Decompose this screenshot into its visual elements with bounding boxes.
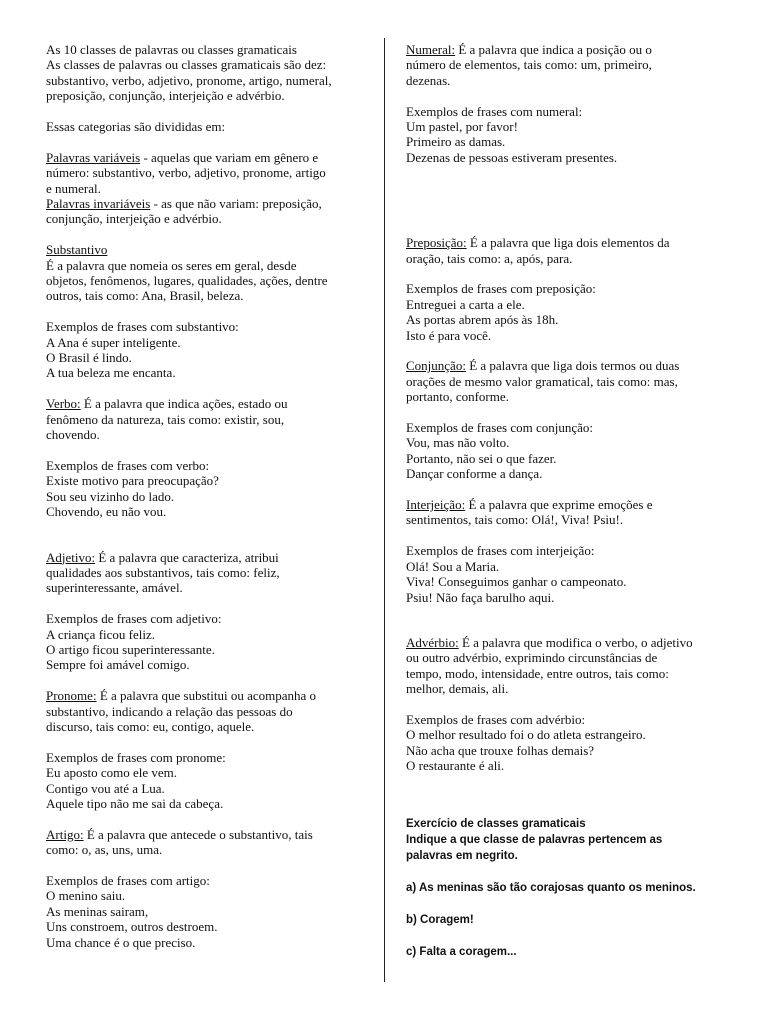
exercise-section bbox=[406, 816, 726, 960]
adjetivo-section bbox=[46, 550, 364, 689]
example-line: Existe motivo para preocupação? bbox=[46, 473, 219, 489]
example-line: Portanto, não sei o que fazer. bbox=[406, 450, 557, 466]
numeral-section bbox=[406, 42, 706, 165]
example-line: O artigo ficou superinteressante. bbox=[46, 641, 215, 657]
intro-line: substantivo, verbo, adjetivo, pronome, artigo, numeral, bbox=[46, 72, 332, 88]
example-line: Dançar conforme a dança. bbox=[406, 466, 543, 482]
interjeicao-section bbox=[406, 497, 706, 635]
definition-line: É a palavra que antecede o substantivo, tais bbox=[83, 826, 313, 842]
intro-section bbox=[46, 42, 364, 150]
definition-line: É a palavra que indica ações, estado ou bbox=[80, 396, 288, 412]
definition-line: portanto, conforme. bbox=[406, 389, 509, 405]
example-line: A criança ficou feliz. bbox=[46, 626, 155, 642]
example-line: Não acha que trouxe folhas demais? bbox=[406, 742, 595, 758]
definition-line: objetos, fenômenos, lugares, qualidades, ações, dentre bbox=[46, 273, 328, 289]
definition-line: É a palavra que substitui ou acompanha o bbox=[96, 688, 317, 704]
exercise-instruction: Indique a que classe de palavras pertencem as bbox=[406, 834, 663, 846]
exercise-item: c) Falta a coragem... bbox=[406, 946, 517, 958]
adverbio-section bbox=[406, 635, 706, 774]
substantivo-section bbox=[46, 242, 364, 396]
examples-title: Exemplos de frases com adjetivo: bbox=[46, 611, 222, 627]
examples-title: Exemplos de frases com artigo: bbox=[46, 872, 210, 888]
definition-line: fenômeno da natureza, tais como: existir, sou, bbox=[46, 411, 285, 427]
definition-line: como: o, as, uns, uma. bbox=[46, 842, 163, 858]
examples-title: Exemplos de frases com conjunção: bbox=[406, 420, 593, 436]
document-title: As 10 classes de palavras ou classes gramaticais bbox=[46, 42, 297, 57]
examples-title: Exemplos de frases com verbo: bbox=[46, 457, 210, 473]
example-line: Um pastel, por favor! bbox=[406, 119, 518, 135]
example-line: Uma chance é o que preciso. bbox=[46, 934, 196, 950]
section-heading: Advérbio: bbox=[406, 634, 459, 650]
section-heading: Conjunção: bbox=[406, 358, 466, 374]
example-line: A Ana é super inteligente. bbox=[46, 334, 181, 350]
example-line: Uns constroem, outros destroem. bbox=[46, 919, 218, 935]
variable-words-section bbox=[46, 150, 364, 242]
artigo-section bbox=[46, 827, 364, 950]
definition-line: É a palavra que modifica o verbo, o adjetivo bbox=[458, 634, 693, 650]
examples-title: Exemplos de frases com numeral: bbox=[406, 103, 583, 119]
definition-line: É a palavra que liga dois termos ou duas bbox=[465, 358, 680, 374]
example-line: Viva! Conseguimos ganhar o campeonato. bbox=[406, 574, 627, 590]
variable-words-text: número: substantivo, verbo, adjetivo, pronome, artigo bbox=[46, 165, 326, 181]
example-line: O melhor resultado foi o do atleta estrangeiro. bbox=[406, 727, 646, 743]
example-line: Olá! Sou a Maria. bbox=[406, 558, 500, 574]
definition-line: substantivo, indicando a relação das pessoas do bbox=[46, 703, 293, 719]
section-heading: Artigo: bbox=[46, 826, 84, 842]
verbo-section bbox=[46, 396, 364, 549]
definition-line: outros, tais como: Ana, Brasil, beleza. bbox=[46, 288, 244, 304]
definition-line: superinteressante, amável. bbox=[46, 580, 183, 596]
definition-line: É a palavra que liga dois elementos da bbox=[466, 235, 670, 251]
examples-title: Exemplos de frases com pronome: bbox=[46, 749, 226, 765]
exercise-instruction: palavras em negrito. bbox=[406, 850, 518, 862]
example-line: As portas abrem após às 18h. bbox=[406, 312, 559, 328]
definition-line: sentimentos, tais como: Olá!, Viva! Psiu!. bbox=[406, 512, 624, 528]
column-divider bbox=[384, 38, 385, 982]
definition-line: qualidades aos substantivos, tais como: feliz, bbox=[46, 564, 280, 580]
section-heading: Interjeição: bbox=[406, 497, 466, 513]
example-line: Psiu! Não faça barulho aqui. bbox=[406, 589, 555, 605]
examples-title: Exemplos de frases com substantivo: bbox=[46, 319, 239, 335]
definition-line: melhor, demais, ali. bbox=[406, 681, 509, 697]
section-heading: Pronome: bbox=[46, 688, 97, 704]
examples-title: Exemplos de frases com preposição: bbox=[406, 281, 596, 297]
section-heading: Verbo: bbox=[46, 396, 81, 412]
variable-words-term: Palavras variáveis bbox=[46, 149, 141, 165]
pronome-section bbox=[46, 688, 364, 827]
preposicao-section bbox=[406, 235, 706, 358]
example-line: Contigo vou até a Lua. bbox=[46, 780, 165, 796]
conjuncao-section bbox=[406, 358, 706, 497]
example-line: Isto é para você. bbox=[406, 327, 492, 343]
definition-line: orações de mesmo valor gramatical, tais como: mas, bbox=[406, 373, 678, 389]
section-heading: Adjetivo: bbox=[46, 549, 96, 565]
definition-line: dezenas. bbox=[406, 72, 451, 88]
definition-line: tempo, modo, intensidade, entre outros, tais como: bbox=[406, 665, 669, 681]
variable-words-text: e numeral. bbox=[46, 180, 101, 196]
section-heading: Numeral: bbox=[406, 42, 456, 57]
example-line: Eu aposto como ele vem. bbox=[46, 765, 178, 781]
definition-line: É a palavra que indica a posição ou o bbox=[455, 42, 652, 57]
example-line: As meninas sairam, bbox=[46, 903, 149, 919]
example-line: Entreguei a carta a ele. bbox=[406, 296, 525, 312]
examples-title: Exemplos de frases com advérbio: bbox=[406, 711, 586, 727]
example-line: Dezenas de pessoas estiveram presentes. bbox=[406, 149, 618, 165]
intro-line: preposição, conjunção, interjeição e advérbio. bbox=[46, 88, 285, 104]
example-line: O menino saiu. bbox=[46, 888, 126, 904]
example-line: Primeiro as damas. bbox=[406, 134, 506, 150]
right-column bbox=[406, 42, 706, 774]
definition-line: É a palavra que nomeia os seres em geral, desde bbox=[46, 257, 297, 273]
example-line: A tua beleza me encanta. bbox=[46, 365, 176, 381]
invariable-words-text: - as que não variam: preposição, bbox=[150, 196, 322, 212]
invariable-words-term: Palavras invariáveis bbox=[46, 196, 151, 212]
example-line: Sou seu vizinho do lado. bbox=[46, 488, 175, 504]
invariable-words-text: conjunção, interjeição e advérbio. bbox=[46, 211, 222, 227]
example-line: Sempre foi amável comigo. bbox=[46, 657, 190, 673]
section-heading: Preposição: bbox=[406, 235, 467, 251]
exercise-item: b) Coragem! bbox=[406, 914, 474, 926]
divided-line: Essas categorias são divididas em: bbox=[46, 119, 226, 135]
definition-line: ou outro advérbio, exprimindo circunstâncias de bbox=[406, 650, 658, 666]
definition-line: oração, tais como: a, após, para. bbox=[406, 250, 573, 266]
definition-line: É a palavra que exprime emoções e bbox=[465, 497, 653, 513]
example-line: Vou, mas não volto. bbox=[406, 435, 510, 451]
example-line: O Brasil é lindo. bbox=[46, 350, 132, 366]
variable-words-text: - aquelas que variam em gênero e bbox=[140, 149, 319, 165]
definition-line: número de elementos, tais como: um, primeiro, bbox=[406, 57, 652, 73]
exercise-item: a) As meninas são tão corajosas quanto os meninos. bbox=[406, 882, 696, 894]
definition-line: chovendo. bbox=[46, 427, 100, 443]
intro-line: As classes de palavras ou classes gramaticais são dez: bbox=[46, 57, 327, 73]
definition-line: discurso, tais como: eu, contigo, aquele. bbox=[46, 718, 255, 734]
example-line: Chovendo, eu não vou. bbox=[46, 504, 167, 520]
example-line: O restaurante é ali. bbox=[406, 758, 505, 774]
example-line: Aquele tipo não me sai da cabeça. bbox=[46, 795, 224, 811]
definition-line: É a palavra que caracteriza, atribui bbox=[95, 549, 279, 565]
left-column bbox=[46, 42, 364, 950]
section-heading: Substantivo bbox=[46, 242, 108, 258]
examples-title: Exemplos de frases com interjeição: bbox=[406, 543, 595, 559]
exercise-title: Exercício de classes gramaticais bbox=[406, 818, 586, 830]
